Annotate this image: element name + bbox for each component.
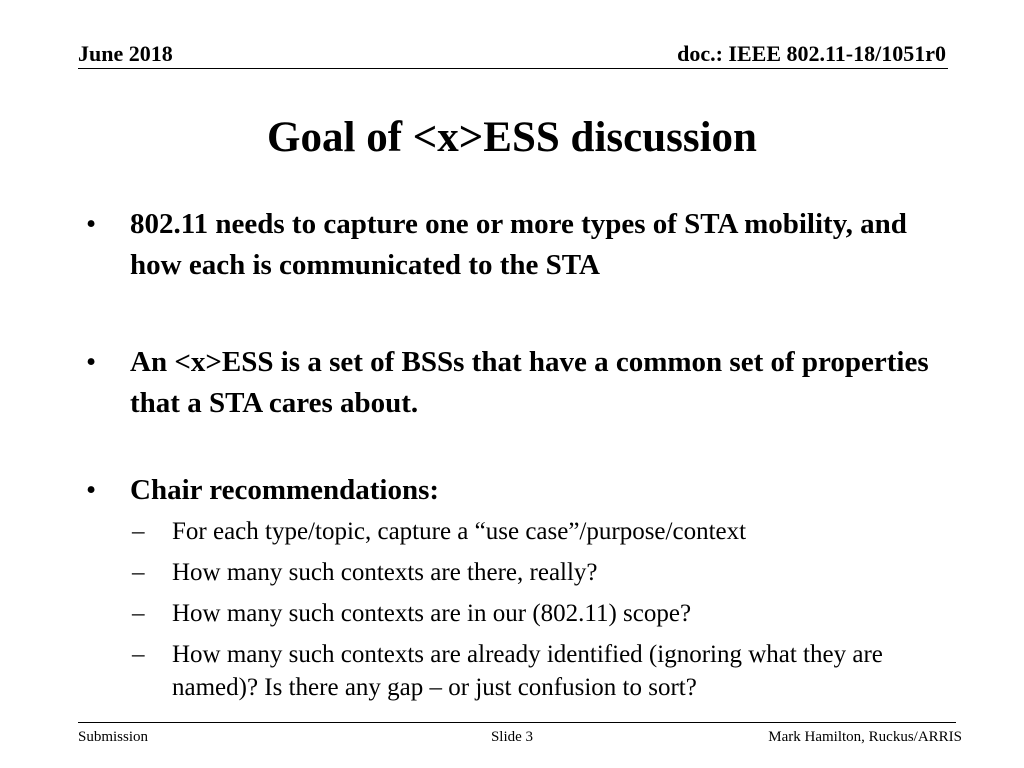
sub-bullet-text: How many such contexts are there, really? bbox=[172, 559, 598, 586]
sub-bullet-marker: – bbox=[132, 518, 145, 545]
sub-bullet-item bbox=[82, 597, 962, 630]
footer-slide-number: Slide 3 bbox=[490, 729, 534, 745]
bullet-text: An <x>ESS is a set of BSSs that have a common set of properties that a STA cares about. bbox=[130, 346, 929, 419]
header-divider bbox=[78, 68, 948, 69]
footer-submission: Submission bbox=[78, 729, 149, 745]
sub-bullet-list bbox=[82, 515, 962, 704]
slide-title: Goal of <x>ESS discussion bbox=[267, 114, 757, 161]
bullet-item bbox=[82, 342, 962, 424]
header-date: June 2018 bbox=[78, 41, 173, 66]
bullet-text: Chair recommendations: bbox=[130, 474, 440, 506]
bullet-marker: • bbox=[86, 474, 97, 506]
sub-bullet-marker: – bbox=[132, 641, 145, 668]
footer-author: Mark Hamilton, Ruckus/ARRIS bbox=[768, 729, 962, 745]
sub-bullet-text: How many such contexts are already identified (ignoring what they are named)? Is there any gap – or just confusion to sort? bbox=[172, 641, 883, 701]
bullet-marker: • bbox=[86, 208, 97, 240]
bullet-item bbox=[82, 470, 962, 511]
sub-bullet-item bbox=[82, 556, 962, 589]
header-doc-id: doc.: IEEE 802.11-18/1051r0 bbox=[677, 41, 946, 66]
bullet-text: 802.11 needs to capture one or more types of STA mobility, and how each is communicated to the STA bbox=[130, 208, 907, 281]
sub-bullet-item bbox=[82, 515, 962, 548]
footer-divider bbox=[78, 722, 956, 723]
bullet-list bbox=[82, 204, 962, 712]
sub-bullet-text: How many such contexts are in our (802.11) scope? bbox=[172, 600, 692, 627]
sub-bullet-marker: – bbox=[132, 559, 145, 586]
sub-bullet-marker: – bbox=[132, 600, 145, 627]
bullet-marker: • bbox=[86, 346, 97, 378]
bullet-spacer bbox=[82, 424, 962, 470]
sub-bullet-text: For each type/topic, capture a “use case”/purpose/context bbox=[172, 518, 747, 545]
bullet-spacer bbox=[82, 286, 962, 342]
bullet-item bbox=[82, 204, 962, 286]
sub-bullet-item bbox=[82, 638, 962, 704]
